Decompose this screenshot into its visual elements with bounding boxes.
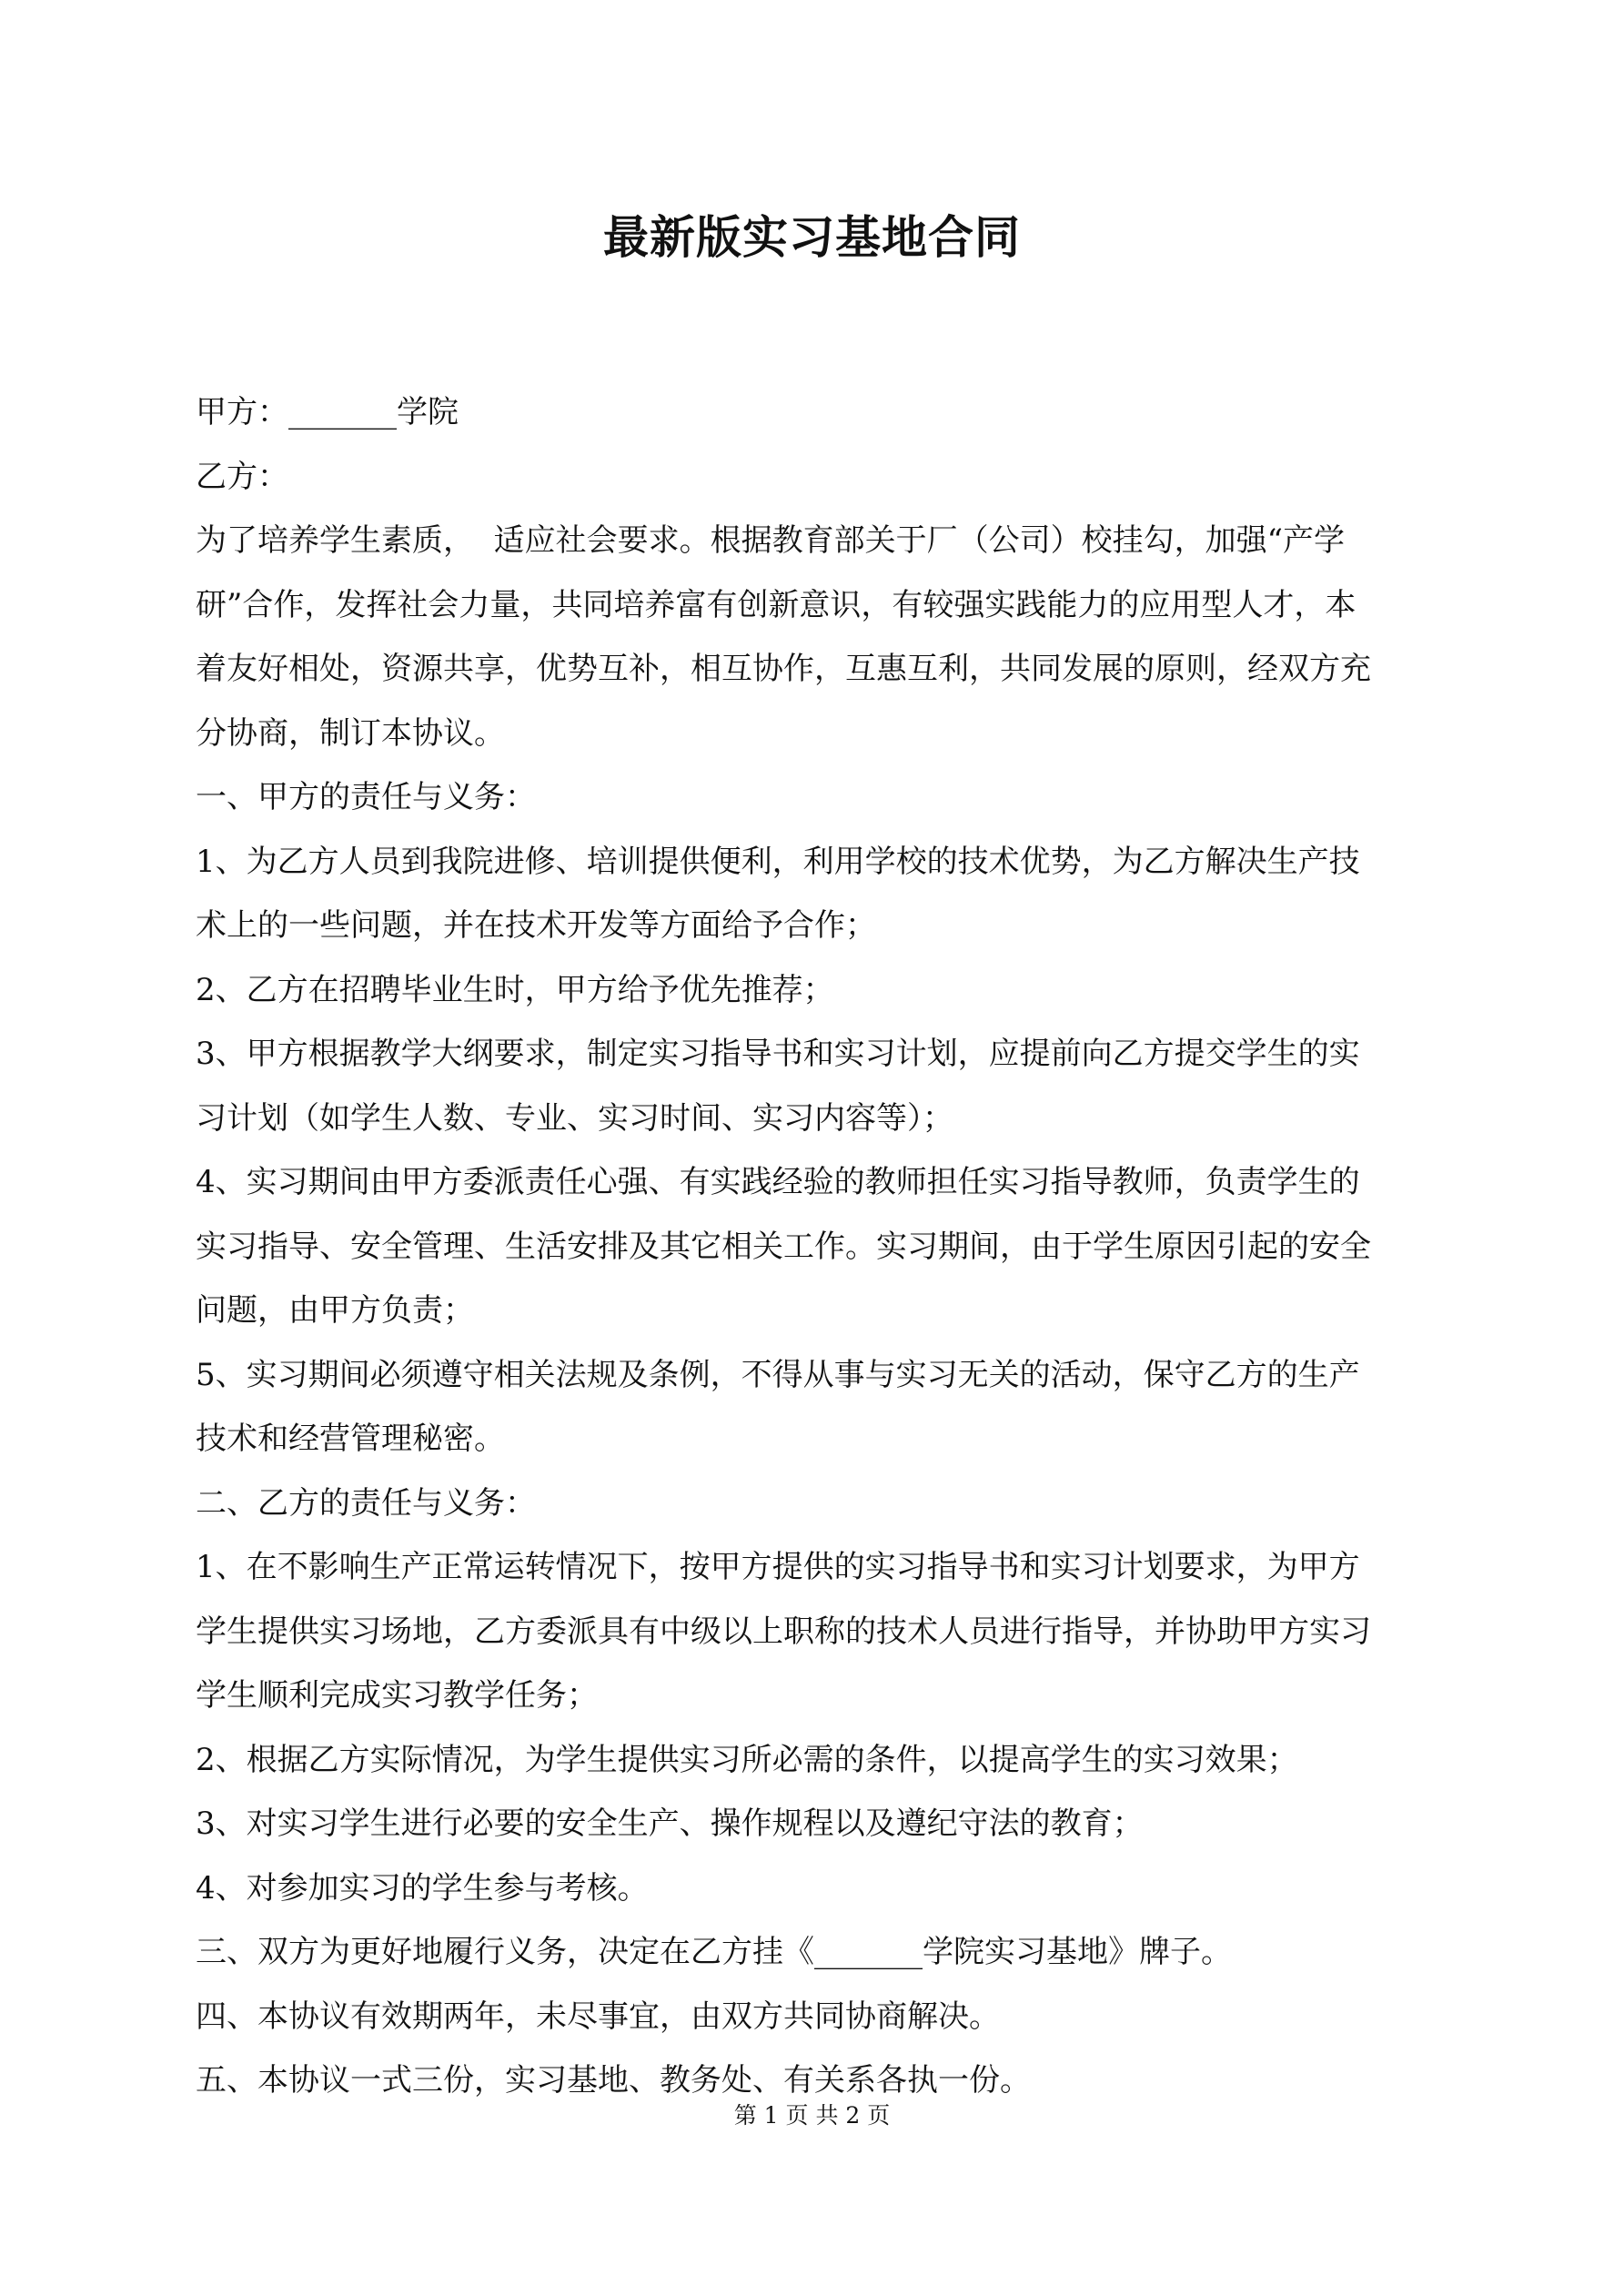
section-three-line: 三、双方为更好地履行义务，决定在乙方挂《_______学院实习基地》牌子。	[196, 1934, 1232, 1970]
clause-line: 4、对参加实习的学生参与考核。	[196, 1869, 649, 1907]
clause-line: 学生顺利完成实习教学任务；	[196, 1677, 598, 1714]
party-a-line: 甲方：_______学院	[196, 394, 459, 430]
clause-line: 3、甲方根据教学大纲要求，制定实习指导书和实习计划，应提前向乙方提交学生的实	[196, 1036, 1360, 1072]
page-number: 第 1 页 共 2 页	[733, 2102, 891, 2129]
clause-line: 3、对实习学生进行必要的安全生产、操作规程以及遵纪守法的教育；	[196, 1805, 1144, 1842]
clause-line: 术上的一些问题，并在技术开发等方面给予合作；	[196, 907, 876, 944]
preamble-line: 为了培养学生素质， 适应社会要求。根据教育部关于厂（公司）校挂勾，加强“产学	[196, 522, 1345, 559]
section-four-line: 四、本协议有效期两年，未尽事宜，由双方共同协商解决。	[196, 1998, 1000, 2035]
clause-line: 5、实习期间必须遵守相关法规及条例，不得从事与实习无关的活动，保守乙方的生产	[196, 1356, 1360, 1393]
clause-line: 4、实习期间由甲方委派责任心强、有实践经验的教师担任实习指导教师，负责学生的	[196, 1164, 1360, 1200]
clause-line: 1、为乙方人员到我院进修、培训提供便利，利用学校的技术优势，为乙方解决生产技	[196, 843, 1360, 880]
clause-line: 2、根据乙方实际情况，为学生提供实习所必需的条件，以提高学生的实习效果；	[196, 1741, 1298, 1778]
document-title: 最新版实习基地合同	[603, 210, 1021, 264]
clause-line: 1、在不影响生产正常运转情况下，按甲方提供的实习指导书和实习计划要求，为甲方	[196, 1549, 1360, 1585]
preamble-line: 着友好相处，资源共享，优势互补，相互协作，互惠互利，共同发展的原则，经双方充	[196, 651, 1371, 687]
clause-line: 实习指导、安全管理、生活安排及其它相关工作。实习期间，由于学生原因引起的安全	[196, 1228, 1371, 1265]
section-heading-party-a: 一、甲方的责任与义务：	[196, 779, 536, 815]
preamble-line: 研”合作，发挥社会力量，共同培养富有创新意识，有较强实践能力的应用型人才，本	[196, 586, 1357, 623]
clause-line: 2、乙方在招聘毕业生时，甲方给予优先推荐；	[196, 971, 834, 1008]
preamble-line: 分协商，制订本协议。	[196, 714, 505, 752]
clause-line: 问题，由甲方负责；	[196, 1292, 474, 1329]
clause-line: 技术和经营管理秘密。	[196, 1421, 505, 1457]
section-heading-party-b: 二、乙方的责任与义务：	[196, 1484, 536, 1522]
clause-line: 学生提供实习场地，乙方委派具有中级以上职称的技术人员进行指导，并协助甲方实习	[196, 1613, 1371, 1650]
document-body	[196, 380, 1440, 2113]
clause-line: 习计划（如学生人数、专业、实习时间、实习内容等）；	[196, 1099, 953, 1137]
section-five-line: 五、本协议一式三份，实习基地、教务处、有关系各执一份。	[196, 2062, 1031, 2099]
party-b-line: 乙方：	[196, 458, 288, 495]
